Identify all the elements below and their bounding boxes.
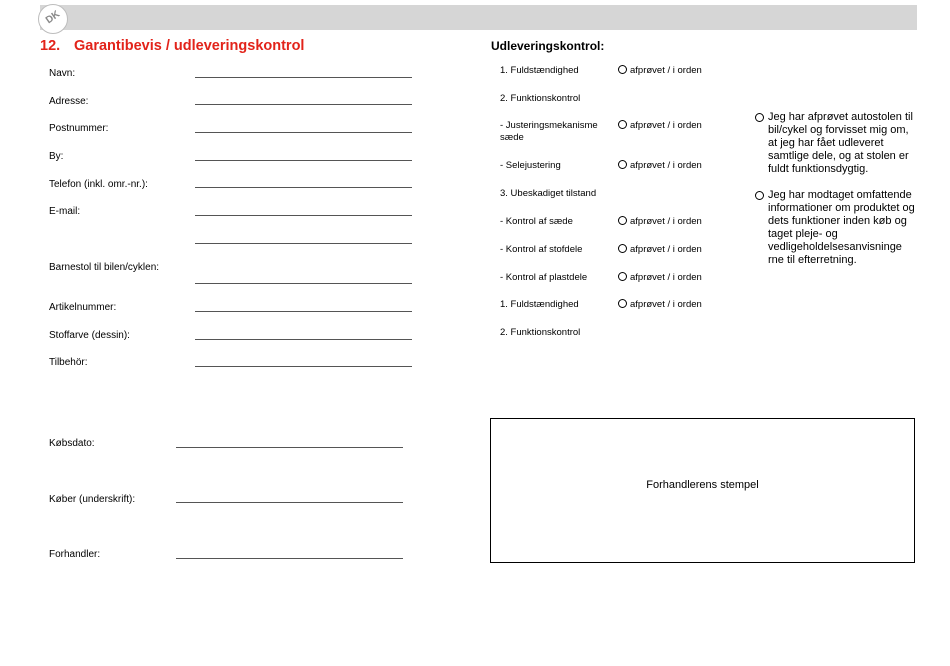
check-option[interactable]: afprøvet / i orden bbox=[618, 216, 702, 227]
check-option[interactable]: afprøvet / i orden bbox=[618, 120, 702, 131]
circle-checkbox-icon[interactable] bbox=[618, 216, 627, 225]
field-label-kober: Køber (underskrift): bbox=[49, 494, 136, 505]
checklist-item: 1. Fuldstændighed bbox=[500, 65, 579, 76]
section-title: Garantibevis / udleveringskontrol bbox=[74, 38, 305, 54]
dealer-stamp-box bbox=[490, 418, 915, 563]
page-title bbox=[40, 38, 304, 54]
checklist-item: - Kontrol af plastdele bbox=[500, 272, 588, 283]
field-label-barnestol: Barnestol til bilen/cyklen: bbox=[49, 262, 160, 273]
checklist-item: - Kontrol af sæde bbox=[500, 216, 573, 227]
dealer-stamp-label: Forhandlerens stempel bbox=[646, 479, 759, 491]
field-label-artikelnummer: Artikelnummer: bbox=[49, 302, 117, 313]
check-option[interactable]: afprøvet / i orden bbox=[618, 244, 702, 255]
field-line-telefon[interactable] bbox=[195, 187, 412, 188]
field-line-email-2[interactable] bbox=[195, 243, 412, 244]
field-label-by: By: bbox=[49, 151, 64, 162]
field-label-stoffarve: Stoffarve (dessin): bbox=[49, 330, 130, 341]
circle-checkbox-icon[interactable] bbox=[618, 244, 627, 253]
checklist-item: - Kontrol af stofdele bbox=[500, 244, 583, 255]
statement-tested bbox=[755, 111, 915, 176]
field-label-kobsdato: Købsdato: bbox=[49, 438, 95, 449]
checklist-item: 1. Fuldstændighed bbox=[500, 299, 579, 310]
check-option[interactable]: afprøvet / i orden bbox=[618, 299, 702, 310]
circle-checkbox-icon[interactable] bbox=[618, 65, 627, 74]
field-label-postnummer: Postnummer: bbox=[49, 123, 109, 134]
checklist-item: - Justeringsmekanisme sæde bbox=[500, 120, 598, 143]
circle-checkbox-icon[interactable] bbox=[755, 191, 764, 200]
statement-informed bbox=[755, 189, 915, 267]
circle-checkbox-icon[interactable] bbox=[618, 272, 627, 281]
country-code: DK bbox=[43, 8, 63, 27]
checklist-item: - Selejustering bbox=[500, 160, 561, 171]
circle-checkbox-icon[interactable] bbox=[618, 120, 627, 129]
field-line-forhandler[interactable] bbox=[176, 558, 403, 559]
field-line-kobsdato[interactable] bbox=[176, 447, 403, 448]
field-label-telefon: Telefon (inkl. omr.-nr.): bbox=[49, 179, 148, 190]
check-option[interactable]: afprøvet / i orden bbox=[618, 65, 702, 76]
statement-text: Jeg har modtaget omfattende informationer om produktet og dets funktioner inden køb og taget pleje- og vedligeholdelsesanvisninge rne til efterretning. bbox=[768, 189, 915, 266]
check-option[interactable]: afprøvet / i orden bbox=[618, 160, 702, 171]
field-label-navn: Navn: bbox=[49, 68, 76, 79]
statement-text: Jeg har afprøvet autostolen til bil/cykel og forvisset mig om, at jeg har fået udleveret samtlige dele, og at stolen er fuldt funktionsdygtig. bbox=[768, 111, 913, 175]
field-line-adresse[interactable] bbox=[195, 104, 412, 105]
country-badge bbox=[38, 4, 68, 34]
field-line-email[interactable] bbox=[195, 215, 412, 216]
field-label-tilbehor: Tilbehör: bbox=[49, 357, 88, 368]
field-line-stoffarve[interactable] bbox=[195, 339, 412, 340]
field-line-tilbehor[interactable] bbox=[195, 366, 412, 367]
header-bar bbox=[40, 5, 917, 30]
field-line-artikelnummer[interactable] bbox=[195, 311, 412, 312]
circle-checkbox-icon[interactable] bbox=[618, 299, 627, 308]
circle-checkbox-icon[interactable] bbox=[618, 160, 627, 169]
field-label-email: E-mail: bbox=[49, 206, 81, 217]
checklist-heading: Udleveringskontrol: bbox=[491, 39, 605, 53]
check-option[interactable]: afprøvet / i orden bbox=[618, 272, 702, 283]
field-label-adresse: Adresse: bbox=[49, 96, 89, 107]
field-label-forhandler: Forhandler: bbox=[49, 549, 101, 560]
section-number: 12. bbox=[40, 38, 61, 54]
checklist-item: 3. Ubeskadiget tilstand bbox=[500, 188, 597, 199]
circle-checkbox-icon[interactable] bbox=[755, 113, 764, 122]
field-line-postnummer[interactable] bbox=[195, 132, 412, 133]
field-line-barnestol[interactable] bbox=[195, 283, 412, 284]
checklist-item: 2. Funktionskontrol bbox=[500, 93, 581, 104]
field-line-navn[interactable] bbox=[195, 77, 412, 78]
field-line-kober[interactable] bbox=[176, 502, 403, 503]
field-line-by[interactable] bbox=[195, 160, 412, 161]
checklist-item: 2. Funktionskontrol bbox=[500, 327, 581, 338]
